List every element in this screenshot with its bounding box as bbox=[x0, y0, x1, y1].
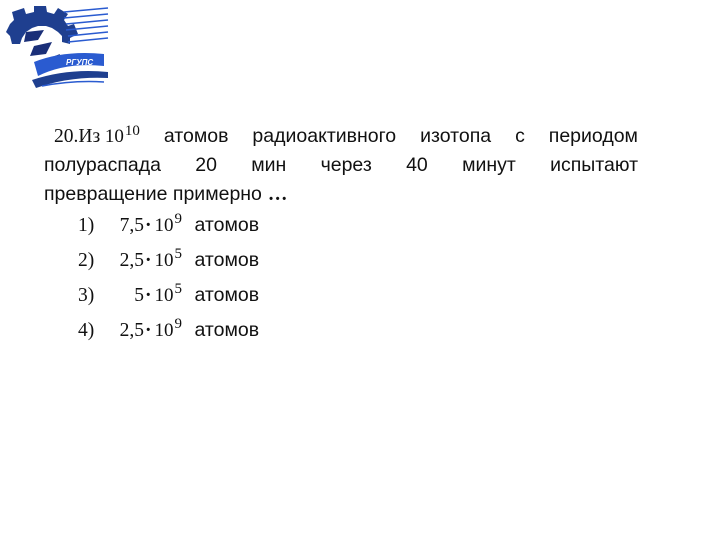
option-power: $10^5$ bbox=[154, 246, 183, 271]
option-unit: атомов bbox=[194, 214, 260, 236]
option-power: $10^9$ bbox=[154, 316, 183, 341]
option-number: 2) bbox=[78, 250, 95, 271]
question-line-2 bbox=[44, 151, 638, 180]
question-word: испытают bbox=[550, 154, 638, 176]
option-coefficient: 2,5 bbox=[119, 250, 144, 271]
option-power: $10^5$ bbox=[154, 281, 183, 306]
option-coefficient: 5 bbox=[134, 285, 144, 306]
question-word: периодом bbox=[548, 125, 638, 147]
option-power: $10^9$ bbox=[154, 211, 183, 236]
option-number: 4) bbox=[78, 320, 95, 341]
multiply-dot: · bbox=[145, 285, 152, 306]
question-word: минут bbox=[462, 154, 516, 176]
university-logo bbox=[4, 2, 116, 94]
answer-option-1[interactable] bbox=[78, 205, 259, 240]
question-line-1 bbox=[44, 117, 638, 151]
multiply-dot: · bbox=[145, 215, 152, 236]
question-number: 20.Из bbox=[54, 126, 101, 147]
question-word: изотопа bbox=[420, 125, 492, 147]
option-unit: атомов bbox=[194, 319, 260, 341]
question-word: через bbox=[320, 154, 372, 176]
question-word: мин bbox=[251, 154, 287, 176]
option-coefficient: 7,5 bbox=[119, 215, 144, 236]
option-unit: атомов bbox=[194, 249, 260, 271]
logo-text: РГУПС bbox=[66, 58, 94, 67]
question-word: 20 bbox=[195, 154, 217, 176]
question-word: с bbox=[515, 125, 525, 147]
option-unit: атомов bbox=[194, 284, 260, 306]
question-word: полураспада bbox=[44, 154, 161, 176]
question-word: радиоактивного bbox=[252, 125, 397, 147]
option-number: 1) bbox=[78, 215, 95, 236]
question-phrase: превращение примерно bbox=[44, 183, 262, 205]
answer-option-2[interactable] bbox=[78, 240, 259, 275]
answer-option-4[interactable] bbox=[78, 310, 259, 345]
multiply-dot: · bbox=[145, 250, 152, 271]
multiply-dot: · bbox=[145, 320, 152, 341]
question-text bbox=[44, 117, 638, 209]
answer-option-3[interactable] bbox=[78, 275, 259, 310]
answer-options bbox=[78, 205, 259, 345]
option-coefficient: 2,5 bbox=[119, 320, 144, 341]
option-number: 3) bbox=[78, 285, 95, 306]
question-word: атомов bbox=[163, 125, 229, 147]
ellipsis: … bbox=[267, 184, 289, 205]
atom-count: $10^{10}$ bbox=[104, 123, 140, 147]
question-word: 40 bbox=[406, 154, 428, 176]
